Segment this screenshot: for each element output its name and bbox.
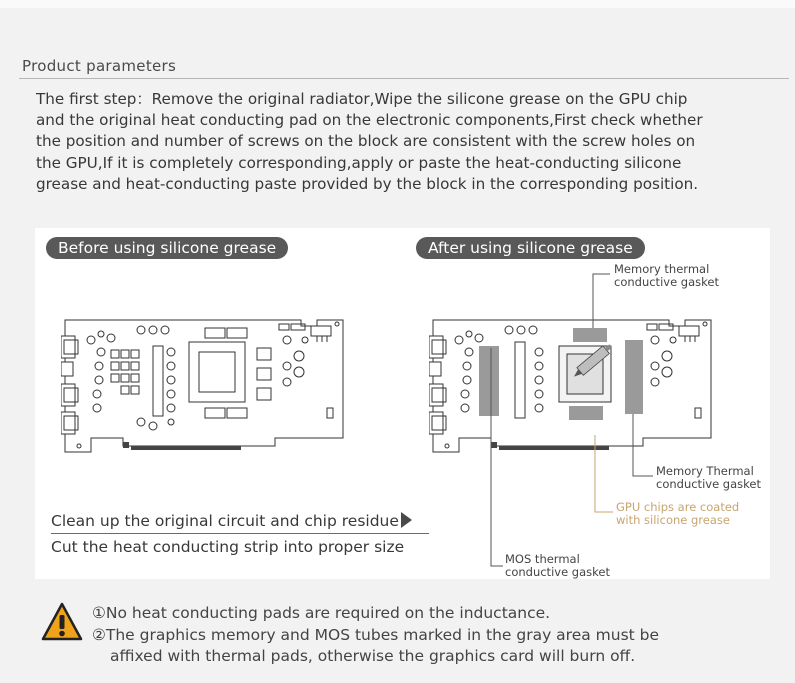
intro-line: The first step：Remove the original radiator,Wipe the silicone grease on the GPU chip — [36, 90, 688, 108]
intro-line: the GPU,If it is completely corresponding,apply or paste the heat-conducting silicone — [36, 153, 682, 172]
warning-line-3: affixed with thermal pads, otherwise the graphics card will burn off. — [110, 647, 636, 665]
warning-triangle-icon — [40, 601, 84, 643]
callout-gpu-grease: GPU chips are coated with silicone grease — [616, 500, 740, 527]
intro-paragraph — [36, 89, 766, 195]
before-label: Before using silicone grease — [46, 237, 288, 259]
intro-line: and the original heat conducting pad on the electronic components,First check whether — [36, 111, 703, 130]
step-clean: Clean up the original circuit and chip residue — [51, 512, 412, 530]
step-divider — [51, 533, 429, 534]
top-band — [0, 0, 795, 8]
step-cut: Cut the heat conducting strip into proper size — [51, 538, 405, 556]
after-label: After using silicone grease — [416, 237, 645, 259]
illustration-panel — [35, 228, 770, 579]
intro-line: grease and heat-conducting paste provided by the block in the corresponding position. — [36, 174, 699, 193]
callout-memory-top: Memory thermal conductive gasket — [614, 262, 719, 289]
warning-line-1: ①No heat conducting pads are required on the inductance. — [92, 604, 551, 622]
callout-mos: MOS thermal conductive gasket — [505, 552, 610, 579]
section-title: Product parameters — [22, 57, 177, 75]
title-divider — [19, 78, 789, 79]
warning-line-2: ②The graphics memory and MOS tubes marked in the gray area must be — [92, 625, 660, 644]
intro-line: the position and number of screws on the block are consistent with the screw holes on — [36, 132, 696, 151]
callout-memory-right: Memory Thermal conductive gasket — [656, 464, 761, 491]
warning-notes — [92, 603, 659, 668]
play-arrow-icon — [401, 512, 412, 528]
